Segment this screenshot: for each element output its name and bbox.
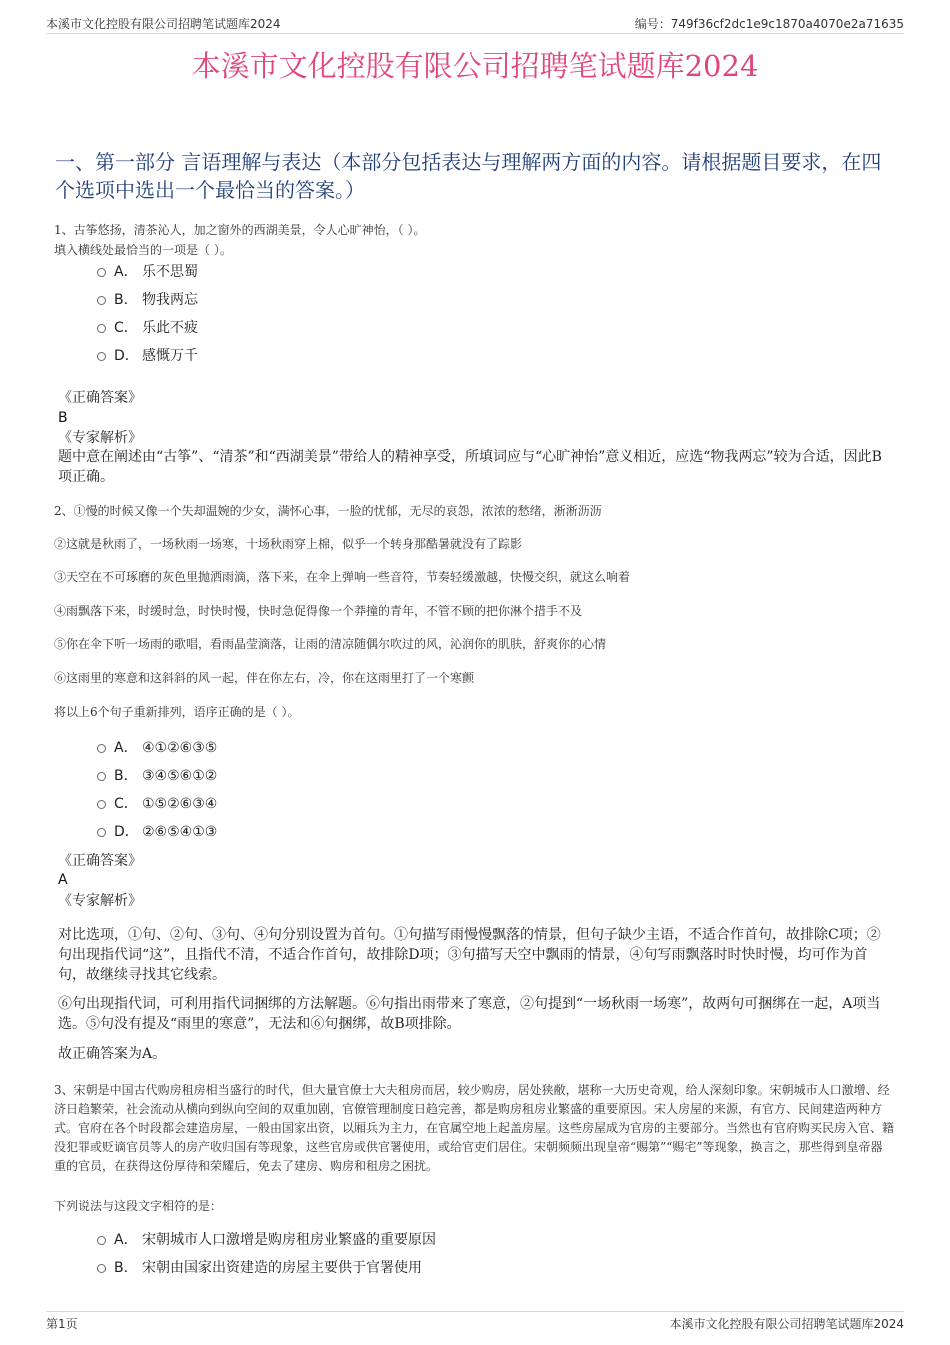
q1-analysis-label: 《专家解析》	[58, 430, 142, 446]
q1-option-b[interactable]: B． 物我两忘	[97, 290, 198, 310]
radio-icon[interactable]	[97, 744, 106, 753]
section-heading: 一、第一部分 言语理解与表达（本部分包括表达与理解两方面的内容。请根据题目要求，在四个选项中选出一个最恰当的答案。）	[55, 150, 882, 202]
radio-icon[interactable]	[97, 772, 106, 781]
radio-icon[interactable]	[97, 1264, 106, 1273]
q3-stem: 3、宋朝是中国古代购房租房相当盛行的时代，但大量官僚士大夫租房而居，较少购房，居处狭敝，堪称一大历史奇观，给人深刻印象。宋朝城市人口激增、经济日趋繁荣，社会流动从横向到纵向空间的双重加剧，官僚管理制度日趋完善，都是购房租房业繁盛的重要原因。宋人房屋的来源，有官方、民间建造两种方式。官府在各个时段都会建造房屋，一般由国家出资，以厢兵为主力，在官属空地上起盖房屋。这些房屋成为官房的主要部分。当然也有官府购买民房入官、籍没犯罪或贬谪官员等人的房产收归国有等现象，这些官房或供官署使用，或给官吏们居住。宋朝频频出现皇帝“赐第”“赐宅”等现象，换言之，那些得到皇帝器重的官员，在获得这份厚待和荣耀后，免去了建房、购房和租房之困扰。	[54, 1083, 895, 1173]
q1-option-d[interactable]: D． 感慨万千	[97, 346, 198, 366]
q1-option-a[interactable]: A． 乐不思蜀	[97, 262, 198, 282]
radio-icon[interactable]	[97, 800, 106, 809]
q2-answer: A	[58, 872, 68, 888]
header-rule	[46, 33, 904, 34]
page-number: 第1页	[46, 1317, 78, 1331]
q1-analysis: 题中意在阐述由“古筝”、“清茶”和“西湖美景”带给人的精神享受，所填词应与“心旷神怡”意义相近，应选“物我两忘”较为合适，因此B项正确。	[58, 449, 882, 485]
header-doc-id: 编号：749f36cf2dc1e9c1870a4070e2a71635	[634, 17, 904, 31]
page-title: 本溪市文化控股有限公司招聘笔试题库2024	[191, 49, 759, 83]
radio-icon[interactable]	[97, 828, 106, 837]
q1-answer: B	[58, 410, 68, 426]
footer-rule	[46, 1311, 904, 1312]
footer-title: 本溪市文化控股有限公司招聘笔试题库2024	[669, 1317, 904, 1331]
q2-analysis-label: 《专家解析》	[58, 893, 142, 909]
radio-icon[interactable]	[97, 268, 106, 277]
q2-answer-label: 《正确答案》	[58, 853, 142, 869]
q3-option-a[interactable]: A． 宋朝城市人口激增是购房租房业繁盛的重要原因	[97, 1230, 436, 1250]
header-left: 本溪市文化控股有限公司招聘笔试题库2024	[46, 17, 281, 31]
q2-line-1: 2、①慢的时候又像一个失却温婉的少女，满怀心事，一脸的忧郁，无尽的哀怨，浓浓的愁绪，淅淅沥沥	[54, 504, 602, 518]
radio-icon[interactable]	[97, 296, 106, 305]
q2-line-2: ②这就是秋雨了，一场秋雨一场寒，十场秋雨穿上棉，似乎一个转身那酷暑就没有了踪影	[54, 537, 523, 551]
q2-analysis-p3: 故正确答案为A。	[58, 1046, 167, 1062]
q2-option-d[interactable]: D． ②⑥⑤④①③	[97, 822, 217, 842]
q3-prompt: 下列说法与这段文字相符的是：	[54, 1199, 223, 1213]
q2-option-c[interactable]: C． ①⑤②⑥③④	[97, 794, 217, 814]
q1-answer-label: 《正确答案》	[58, 390, 142, 406]
radio-icon[interactable]	[97, 1236, 106, 1245]
q2-prompt: 将以上6个句子重新排列，语序正确的是（ ）。	[54, 705, 300, 719]
q2-analysis-p2: ⑥句出现指代词，可利用指代词捆绑的方法解题。⑥句指出雨带来了寒意，②句提到“一场秋雨一场寒”，故两句可捆绑在一起，A项当选。⑤句没有提及“雨里的寒意”，无法和⑥句捆绑，故B项排除。	[58, 996, 881, 1032]
q2-line-3: ③天空在不可琢磨的灰色里抛洒雨滴，落下来，在伞上弹响一些音符，节奏轻缓激越，快慢交织，就这么响着	[54, 570, 631, 584]
q1-option-c[interactable]: C． 乐此不疲	[97, 318, 198, 338]
q1-stem: 1、古筝悠扬，清茶沁人，加之窗外的西湖美景，令人心旷神怡，（ ）。	[54, 223, 426, 237]
q2-option-a[interactable]: A． ④①②⑥③⑤	[97, 738, 217, 758]
q2-analysis-p1: 对比选项，①句、②句、③句、④句分别设置为首句。①句描写雨慢慢飘落的情景，但句子缺少主语，不适合作首句，故排除C项；②句出现指代词“这”，且指代不清，不适合作首句，故排除D项；③句描写天空中飘雨的情景，④句写雨飘落时时快时慢，均可作为首句，故继续寻找其它线索。	[58, 927, 881, 983]
radio-icon[interactable]	[97, 324, 106, 333]
q2-line-5: ⑤你在伞下听一场雨的歌唱，看雨晶莹滴落，让雨的清凉随偶尔吹过的风，沁润你的肌肤，舒爽你的心情	[54, 637, 607, 651]
q2-option-b[interactable]: B． ③④⑤⑥①②	[97, 766, 217, 786]
q2-line-4: ④雨飘落下来，时缓时急，时快时慢，快时急促得像一个莽撞的青年，不管不顾的把你淋个措手不及	[54, 604, 583, 618]
q1-prompt: 填入横线处最恰当的一项是（ ）。	[54, 243, 232, 257]
q3-option-b[interactable]: B． 宋朝由国家出资建造的房屋主要供于官署使用	[97, 1258, 422, 1278]
radio-icon[interactable]	[97, 352, 106, 361]
q2-line-6: ⑥这雨里的寒意和这斜斜的风一起，伴在你左右，冷，你在这雨里打了一个寒颤	[54, 671, 475, 685]
